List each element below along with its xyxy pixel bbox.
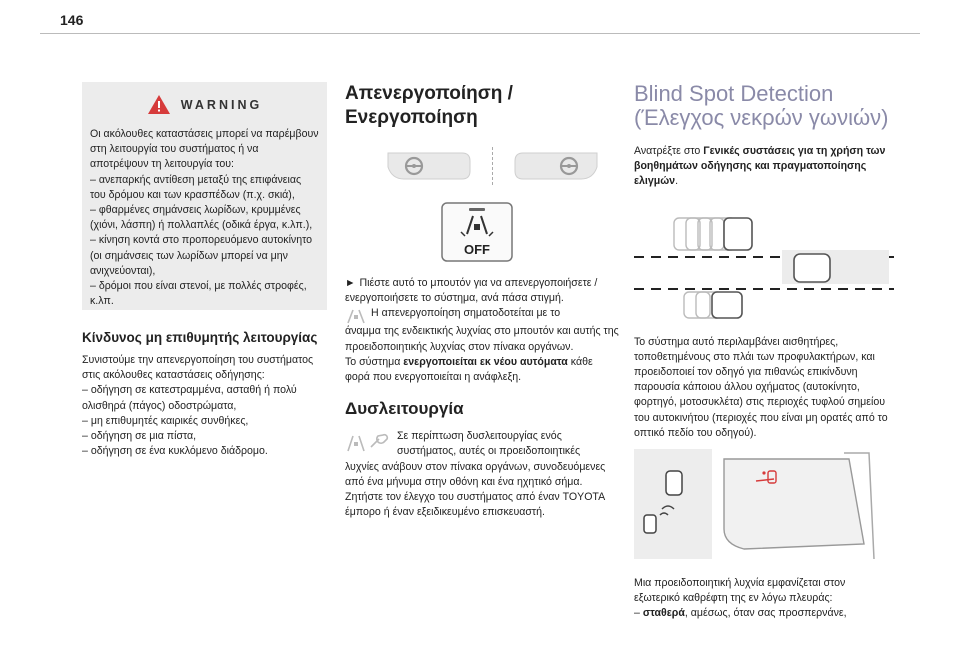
risk-item: – μη επιθυμητές καιρικές συνθήκες,: [82, 414, 249, 427]
auto-post: κάθε φορά που ενεργοποιείται η ανάφλεξη.: [345, 355, 593, 384]
column-left: [82, 82, 327, 459]
malfunction-check: Ζητήστε τον έλεγχο του συστήματος από έναν TOYOTA έμπορο ή έναν εξειδικευμένο επισκευαστή.: [345, 491, 605, 519]
ref-pre: Ανατρέξτε στο: [634, 145, 704, 157]
lane-warning-lamp-icon: [345, 308, 367, 324]
warning-item: – δρόμοι που είναι στενοί, με πολλές στροφές, κ.λπ.: [90, 280, 307, 308]
ref-bold: Γενικές συστάσεις για τη χρήση των βοηθημάτων οδήγησης και πραγματοποίησης ελιγμών: [634, 145, 886, 188]
pointer-arrow-icon: ►: [345, 277, 356, 289]
bsd-heading: [634, 82, 894, 130]
ref-post: .: [675, 175, 679, 188]
column-right: [634, 82, 894, 622]
warning-list: [90, 173, 319, 310]
malfunction-lines: [397, 429, 580, 459]
lamp-item-bold: σταθερά: [642, 607, 685, 620]
top-divider: [40, 33, 920, 34]
mirror-lamp-illustration: [634, 449, 879, 559]
warning-item: – κίνηση κοντά στο προπορευόμενο αυτοκίνητο (οι σημάνσεις των λωρίδων μπορεί να μην ανιχνεύονται),: [90, 234, 313, 277]
warning-intro: Οι ακόλουθες καταστάσεις μπορεί να παρέμβουν στη λειτουργία του συστήματος ή να αποτρέψουν τη λειτουργία του:: [90, 128, 319, 171]
bsd-lamp-text: Μια προειδοποιητική λυχνία εμφανίζεται στον εξωτερικό καθρέφτη της εν λόγω πλευράς:: [634, 577, 846, 605]
warning-item: – ανεπαρκής αντίθεση μεταξύ της επιφάνειας του δρόμου και των κρασπέδων (π.χ. σκιά),: [90, 173, 302, 201]
lane-off-icon: [441, 202, 513, 262]
lane-assist-off-button[interactable]: [441, 202, 513, 262]
lamp-item-dash: –: [634, 607, 643, 620]
risk-list: [82, 383, 327, 459]
instruction-text: Πιέστε αυτό το μπουτόν για να απενεργοποιήσετε / ενεργοποιήσετε το σύστημα, ανά πάσα στιγμή.: [345, 277, 598, 305]
deactivation-instruction: [345, 276, 620, 306]
note-rest: άναμμα της ενδεικτικής λυχνίας στο μπουτόν και αυτής της προειδοποιητικής λυχνίας στον πίνακα οργάνων.: [345, 325, 619, 353]
warning-title: WARNING: [180, 97, 263, 112]
risk-heading: Κίνδυνος μη επιθυμητής λειτουργίας: [82, 330, 318, 345]
page-number: 146: [60, 12, 84, 28]
blind-spot-diagram: [634, 210, 894, 320]
bsd-description: Το σύστημα αυτό περιλαμβάνει αισθητήρες, τοποθετημένους στο πλάι των προφυλακτήρων, και προειδοποιεί τον οδηγό για πιθανώς επικίνδυνη παρουσία κάποιου άλλου οχήματος (αυτοκίνητο, φορτηγό, μοτοσυκλέτα) στις περιοχές τυφλού σημείου του αυτοκινήτου (περιοχές που είναι μη ορατές από το οπτικό πεδίο του οδηγού).: [634, 335, 888, 439]
deactivation-note: [345, 306, 620, 324]
deactivation-heading-line1: Απενεργοποίηση /: [345, 83, 513, 104]
bsd-reference: [634, 144, 894, 190]
auto-bold: ενεργοποιείται εκ νέου αυτόματα: [403, 355, 568, 368]
risk-intro: Συνιστούμε την απενεργοποίηση του συστήματος στις ακόλουθες καταστάσεις οδήγησης:: [82, 354, 314, 382]
left-mirror-steering-icon: [384, 149, 474, 183]
malfunction-line2: συστήματος, αυτές οι προειδοποιητικές: [397, 445, 581, 458]
warning-item: – φθαρμένες σημάνσεις λωρίδων, κρυμμένες (χιόνι, λάσπη) ή πολλαπλές (οδικά έργα, κ.λπ.),: [90, 204, 313, 232]
risk-item: – οδήγηση σε κατεστραμμένα, ασταθή ή πολύ ολισθηρά (πάγος) οδοστρώματα,: [82, 384, 297, 412]
car-top-lane: [724, 218, 752, 250]
malfunction-heading: Δυσλειτουργία: [345, 399, 464, 419]
off-label: OFF: [464, 242, 490, 257]
mirror-warning-lamps: [365, 146, 620, 186]
warning-header: [90, 94, 319, 115]
warning-box: [82, 82, 327, 310]
fault-lamp-icons: [345, 431, 393, 453]
warning-triangle-icon: [147, 94, 171, 115]
bsd-heading-line2: (Έλεγχος νεκρών γωνιών): [634, 105, 889, 130]
malfunction-rest: λυχνίες ανάβουν στον πίνακα οργάνων, συνοδευόμενες από ένα μήνυμα στην οθόνη και ένα ηχητικό σήμα.: [345, 460, 606, 488]
deactivation-heading-line2: Ενεργοποίηση: [345, 107, 478, 128]
auto-pre: Το σύστημα: [345, 355, 404, 368]
risk-item: – οδήγηση σε μια πίστα,: [82, 430, 197, 443]
bsd-lamp-item: [634, 606, 894, 621]
note-first-line: Η απενεργοποίηση σηματοδοτείται με το: [371, 307, 561, 320]
lamp-item-rest: , αμέσως, όταν σας προσπερνάνε,: [684, 607, 847, 620]
own-car: [794, 254, 830, 282]
bsd-heading-line1: Blind Spot Detection: [634, 81, 834, 106]
deactivation-heading: [345, 82, 620, 130]
column-middle: [345, 82, 620, 520]
auto-reactivation: [345, 355, 620, 385]
right-mirror-steering-icon: [511, 149, 601, 183]
mirror-divider: [492, 147, 493, 185]
malfunction-first-lines: [345, 429, 620, 459]
risk-item: – οδήγηση σε ένα κυκλόμενο διάδρομο.: [82, 445, 268, 458]
malfunction-line1: Σε περίπτωση δυσλειτουργίας ενός: [397, 430, 562, 443]
car-bottom-lane: [712, 292, 742, 318]
